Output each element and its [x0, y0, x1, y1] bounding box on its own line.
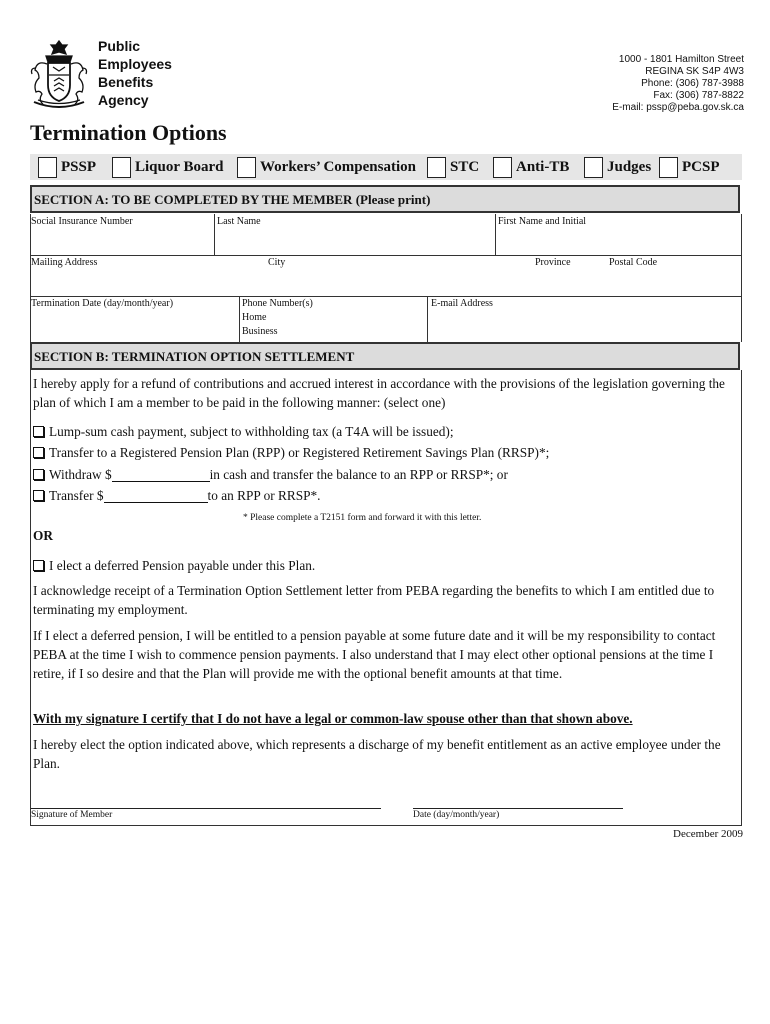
option-label: Transfer $ [49, 488, 104, 503]
transfer-amount-field[interactable] [104, 488, 208, 503]
checkbox-icon[interactable] [33, 469, 44, 480]
email-label: E-mail Address [431, 298, 493, 309]
option-label: Withdraw $ [49, 467, 112, 482]
option-withdraw-partial[interactable] [33, 465, 508, 484]
plan-checkbox[interactable] [493, 157, 512, 178]
plan-label: PSSP [61, 158, 97, 175]
last-name-field[interactable] [215, 214, 495, 255]
agency-name-line: Agency [98, 92, 149, 108]
checkbox-icon[interactable] [33, 426, 44, 437]
deferred-pension-text: If I elect a deferred pension, I will be entitled to a pension payable at some future date and it will be my responsibility to contact PEBA at the time I wish to commence pension payments. I also understand that I may elect other optional pensions at the time I retire, if I so desire and that the Plan will provide me with the optional benefit amounts at that time. [33, 628, 716, 681]
spouse-certification-text: With my signature I certify that I do not have a legal or common-law spouse other than that shown above. [33, 711, 633, 726]
section-b-body [30, 370, 742, 826]
signature-line[interactable] [31, 808, 381, 809]
date-line[interactable] [413, 808, 623, 809]
termination-date-label: Termination Date (day/month/year) [31, 298, 174, 309]
agency-address [612, 54, 744, 114]
option-label: in cash and transfer the balance to an RPP or RRSP*; or [209, 467, 508, 482]
saskatchewan-crest-logo [28, 38, 90, 110]
elect-option-text: I hereby elect the option indicated above, which represents a discharge of my benefit entitlement as an active employee under the Plan. [33, 737, 721, 771]
acknowledge-text: I acknowledge receipt of a Termination Option Settlement letter from PEBA regarding the benefits to which I am entitled due to terminating my employment. [33, 583, 715, 617]
option-label: to an RPP or RRSP*. [207, 488, 321, 503]
first-name-label: First Name and Initial [498, 216, 587, 227]
section-a-heading: SECTION A: TO BE COMPLETED BY THE MEMBER (Please print) [30, 185, 740, 213]
plan-option-liquor-board[interactable] [112, 154, 224, 180]
termination-date-field[interactable] [31, 297, 239, 342]
plan-checkbox[interactable] [659, 157, 678, 178]
plan-option-pcsp[interactable] [659, 154, 720, 180]
section-a-fields [30, 214, 742, 342]
sin-label: Social Insurance Number [31, 216, 133, 227]
option-transfer-partial[interactable] [33, 486, 320, 505]
plan-option-workers-compensation[interactable] [237, 154, 416, 180]
phone-label: Phone Number(s) [242, 298, 313, 309]
option-lump-sum[interactable] [33, 422, 454, 441]
phone-field[interactable] [291, 310, 426, 340]
revision-date: December 2009 [673, 828, 743, 840]
checkbox-icon[interactable] [33, 560, 44, 571]
phone-home-label: Home [242, 312, 267, 323]
mailing-address-label: Mailing Address [31, 257, 98, 268]
plan-label: STC [450, 158, 480, 175]
agency-name-line: Public [98, 38, 141, 54]
plan-checkbox[interactable] [584, 157, 603, 178]
address-phone: Phone: (306) 787-3988 [641, 78, 744, 89]
signature-label: Signature of Member [31, 810, 113, 820]
t2151-footnote: * Please complete a T2151 form and forward it with this letter. [243, 513, 482, 523]
date-label: Date (day/month/year) [413, 810, 500, 820]
plan-option-anti-tb[interactable] [493, 154, 569, 180]
agency-name [98, 37, 172, 109]
option-label: I elect a deferred Pension payable under this Plan. [49, 558, 316, 573]
option-transfer-rpp-rrsp[interactable] [33, 443, 549, 462]
plan-option-pssp[interactable] [38, 154, 96, 180]
first-name-field[interactable] [496, 214, 740, 255]
agency-name-line: Employees [98, 56, 172, 72]
plan-label: Anti-TB [516, 158, 570, 175]
plan-label: PCSP [682, 158, 720, 175]
plan-option-judges[interactable] [584, 154, 651, 180]
refund-intro-text: I hereby apply for a refund of contributions and accrued interest in accordance with the provisions of the legislation governing the plan of which I am a member to be paid in the following manner: (select one) [33, 376, 725, 410]
province-label: Province [535, 257, 571, 268]
section-b-heading: SECTION B: TERMINATION OPTION SETTLEMENT [30, 342, 740, 370]
plan-checkbox[interactable] [237, 157, 256, 178]
email-field[interactable] [428, 310, 740, 342]
option-label: Lump-sum cash payment, subject to withholding tax (a T4A will be issued); [49, 424, 454, 439]
divider [239, 296, 240, 342]
address-fax: Fax: (306) 787-8822 [653, 90, 744, 101]
mailing-address-field[interactable] [31, 256, 740, 296]
plan-checkbox[interactable] [38, 157, 57, 178]
last-name-label: Last Name [217, 216, 261, 227]
option-deferred-pension[interactable] [33, 556, 315, 575]
postal-code-label: Postal Code [609, 257, 658, 268]
plan-label: Liquor Board [135, 158, 224, 175]
address-email: E-mail: pssp@peba.gov.sk.ca [612, 102, 744, 113]
city-label: City [268, 257, 286, 268]
checkbox-icon[interactable] [33, 447, 44, 458]
or-label: OR [33, 528, 53, 543]
plan-label: Workers’ Compensation [260, 158, 416, 175]
option-label: Transfer to a Registered Pension Plan (RPP) or Registered Retirement Savings Plan (RRSP)*; [49, 445, 550, 460]
sin-field[interactable] [31, 214, 214, 255]
plan-label: Judges [607, 158, 652, 175]
agency-name-line: Benefits [98, 74, 154, 90]
plan-checkbox[interactable] [427, 157, 446, 178]
plan-checkbox[interactable] [112, 157, 131, 178]
form-title: Termination Options [30, 120, 227, 145]
phone-business-label: Business [242, 326, 278, 337]
withdraw-amount-field[interactable] [112, 467, 210, 482]
checkbox-icon[interactable] [33, 490, 44, 501]
plan-option-stc[interactable] [427, 154, 479, 180]
address-street: 1000 - 1801 Hamilton Street [618, 54, 744, 65]
plan-selector-row [30, 154, 742, 180]
address-city: REGINA SK S4P 4W3 [645, 66, 744, 77]
